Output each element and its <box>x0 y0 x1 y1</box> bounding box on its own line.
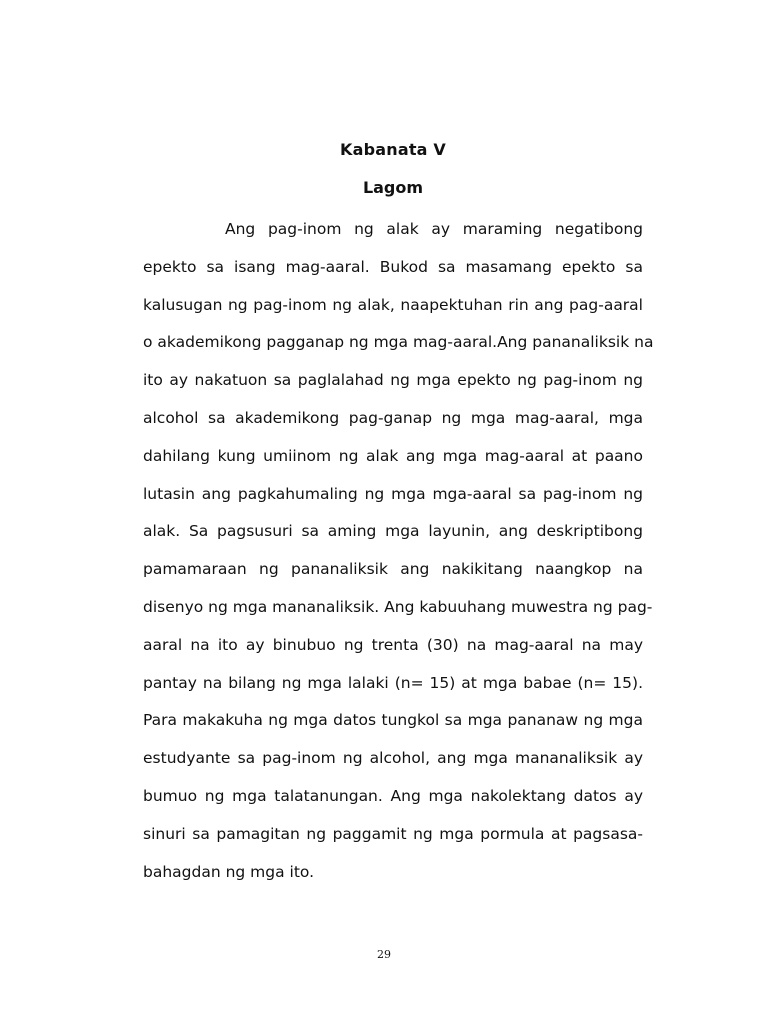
paragraph-line: bahagdan ng mga ito. <box>143 862 315 881</box>
paragraph-line: estudyante sa pag-inom ng alcohol, ang mga mananaliksik ay <box>143 749 643 768</box>
paragraph-line: epekto sa isang mag-aaral. Bukod sa masamang epekto sa <box>143 257 643 276</box>
paragraph-line: alcohol sa akademikong pag-ganap ng mga mag-aaral, mga <box>143 408 643 427</box>
paragraph-line: alak. Sa pagsusuri sa aming mga layunin, ang deskriptibong <box>143 522 643 541</box>
paragraph-line: ito ay nakatuon sa paglalahad ng mga epekto ng pag-inom ng <box>143 371 643 390</box>
summary-paragraph <box>143 211 654 891</box>
paragraph-line: Ang pag-inom ng alak ay maraming negatibong <box>225 220 643 238</box>
section-title: Lagom <box>362 178 424 197</box>
paragraph-line: sinuri sa pamagitan ng paggamit ng mga pormula at pagsasa- <box>143 824 643 843</box>
paragraph-line: pamamaraan ng pananaliksik ang nakikitang naangkop na <box>143 560 643 579</box>
paragraph-line: o akademikong pagganap ng mga mag-aaral.Ang pananaliksik na <box>143 333 654 352</box>
paragraph-line: Para makakuha ng mga datos tungkol sa mga pananaw ng mga <box>143 711 643 730</box>
paragraph-line: dahilang kung umiinom ng alak ang mga mag-aaral at paano <box>143 446 643 465</box>
paragraph-line: disenyo ng mga mananaliksik. Ang kabuuhang muwestra ng pag- <box>143 597 653 616</box>
paragraph-line: lutasin ang pagkahumaling ng mga mga-aaral sa pag-inom ng <box>143 484 643 503</box>
paragraph-line: pantay na bilang ng mga lalaki (n= 15) at mga babae (n= 15). <box>143 673 643 692</box>
paragraph-line: kalusugan ng pag-inom ng alak, naapektuhan rin ang pag-aaral <box>143 295 643 314</box>
chapter-title: Kabanata V <box>339 140 447 159</box>
paragraph-line: aaral na ito ay binubuo ng trenta (30) na mag-aaral na may <box>143 635 643 654</box>
paragraph-line: bumuo ng mga talatanungan. Ang mga nakolektang datos ay <box>143 786 643 805</box>
page-number: 29 <box>377 948 391 961</box>
